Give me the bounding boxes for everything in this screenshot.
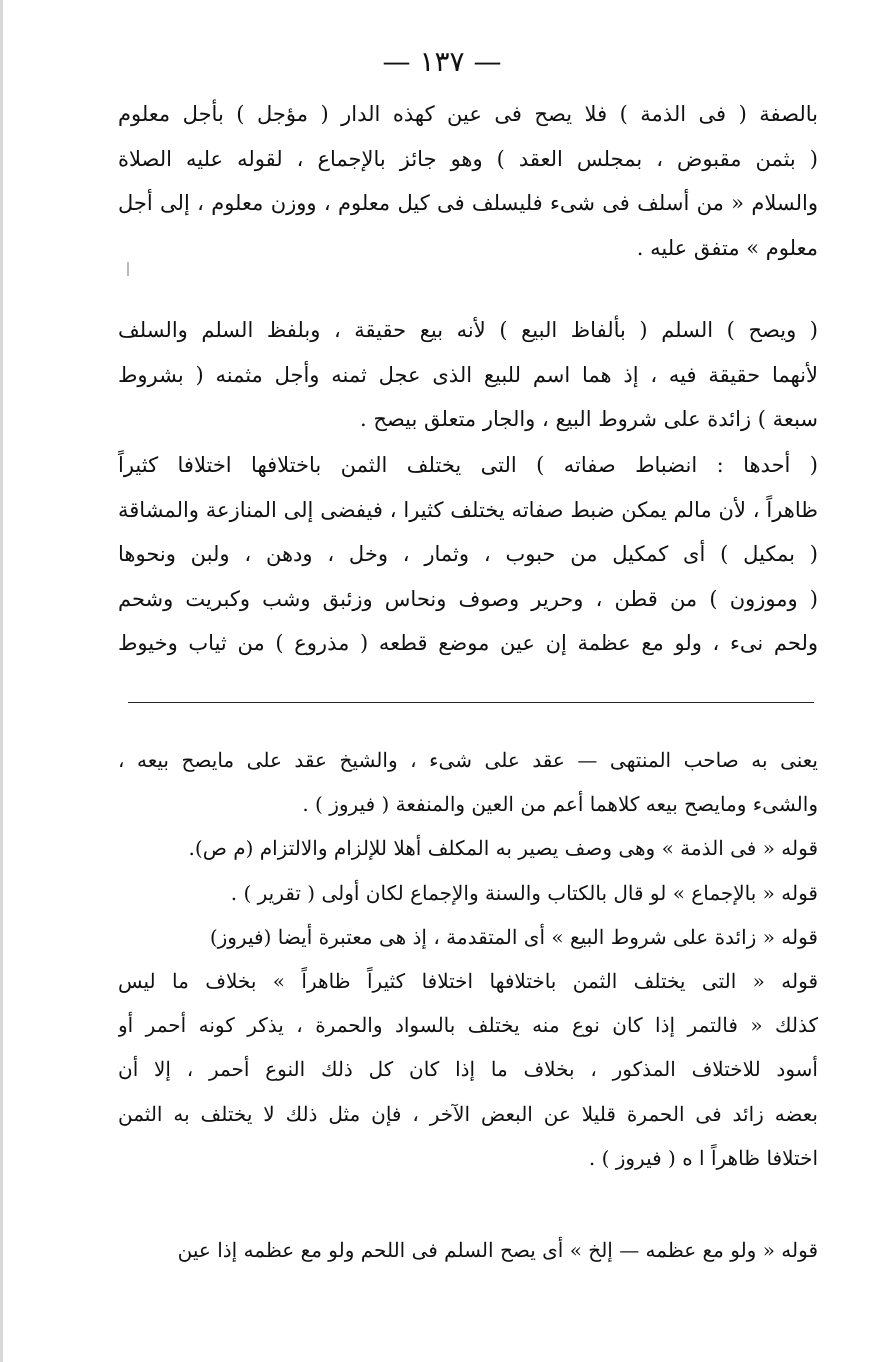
main-text-paragraph-3 <box>118 443 818 666</box>
text-line: ( بمكيل ) أى كمكيل من حبوب ، وثمار ، وخل ، ودهن ، ولبن ونحوها <box>118 542 818 567</box>
footnote-line: كذلك « فالتمر إذا كان نوع منه يختلف بالسواد والحمرة ، يذكر كونه أحمر أو <box>118 1013 818 1038</box>
footnote-line: قوله « ولو مع عظمه — إلخ » أى يصح السلم فى اللحم ولو مع عظمه إذا عين <box>177 1238 818 1262</box>
page-number: — ١٣٧ — <box>382 45 502 78</box>
text-line: ظاهراً ، لأن مالم يمكن ضبط صفاته يختلف كثيرا ، فيفضى إلى المنازعة والمشاقة <box>118 497 818 522</box>
footnotes <box>118 738 818 1180</box>
text-line: ( وموزون ) من قطن ، وحرير وصوف ونحاس وزئبق وشب وكبريت وشحم <box>118 586 818 611</box>
footnote-line: يعنى به صاحب المنتهى — عقد على شىء ، والشيخ عقد على مايصح بيعه ، <box>118 748 818 772</box>
text-line: والسلام « من أسلف فى شىء فليسلف فى كيل معلوم ، ووزن معلوم ، إلى أجل <box>118 191 818 216</box>
main-text <box>118 92 818 270</box>
footnote-line: قوله « التى يختلف الثمن باختلافها اختلافا كثيراً ظاهراً » بخلاف ما ليس <box>118 968 818 993</box>
footnote-last <box>118 1228 818 1272</box>
footnote-line: قوله « زائدة على شروط البيع » أى المتقدمة ، إذ هى معتبرة أيضا (فيروز) <box>209 924 818 949</box>
scan-edge-shadow <box>0 0 3 1362</box>
text-line: بالصفة ( فى الذمة ) فلا يصح فى عين كهذه الدار ( مؤجل ) بأجل معلوم <box>118 102 818 126</box>
footnote-line: والشىء ومايصح بيعه كلاهما أعم من العين والمنفعة ( فيروز ) . <box>302 792 818 817</box>
footnote-line: قوله « بالإجماع » لو قال بالكتاب والسنة والإجماع لكان أولى ( تقرير ) . <box>230 880 818 905</box>
text-line: ولحم نىء ، ولو مع عظمة إن عين موضع قطعه ( مذروع ) من ثياب وخيوط <box>118 631 818 656</box>
footnote-divider <box>128 702 814 703</box>
footnote-line: أسود للاختلاف المذكور ، بخلاف ما إذا كان كل ذلك النوع أحمر ، إلا أن <box>118 1057 818 1082</box>
main-text-paragraph-2 <box>118 308 818 442</box>
text-line: ( أحدها : انضباط صفاته ) التى يختلف الثمن باختلافها اختلافا كثيراً <box>118 453 818 477</box>
footnote-line: قوله « فى الذمة » وهى وصف يصير به المكلف أهلا للإلزام والالتزام (م ص). <box>188 836 818 861</box>
footnote-line: بعضه زائد فى الحمرة قليلا عن البعض الآخر ، فإن مثل ذلك لا يختلف به الثمن <box>118 1101 818 1126</box>
text-line: لأنهما حقيقة فيه ، إذ هما اسم للبيع الذى عجل ثمنه وأجل مثمنه ( بشروط <box>118 362 818 387</box>
text-line: ( ويصح ) السلم ( بألفاظ البيع ) لأنه بيع حقيقة ، وبلفظ السلم والسلف <box>118 318 818 342</box>
text-line: معلوم » متفق عليه . <box>636 235 818 260</box>
text-line: ( بثمن مقبوض ، بمجلس العقد ) وهو جائز بالإجماع ، لقوله عليه الصلاة <box>118 146 818 171</box>
footnote-line: اختلافا ظاهراً ا ه ( فيروز ) . <box>588 1145 818 1170</box>
text-line: سبعة ) زائدة على شروط البيع ، والجار متعلق بيصح . <box>360 407 818 432</box>
